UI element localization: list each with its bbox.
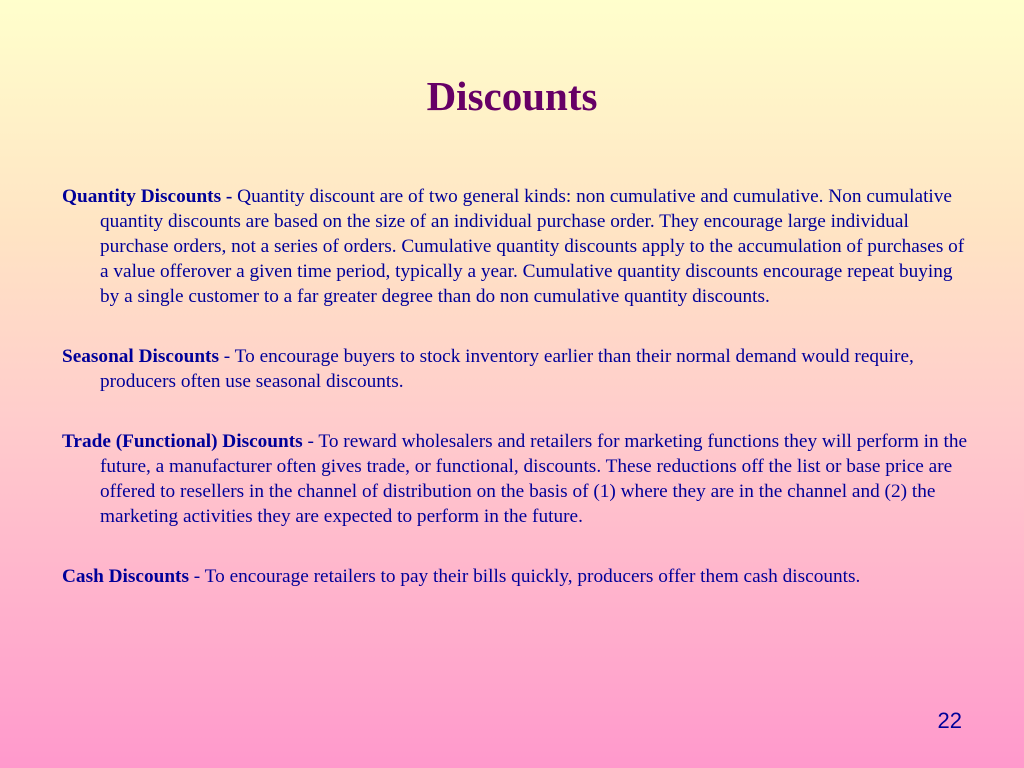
term-label: Seasonal Discounts: [62, 346, 219, 367]
paragraph-text: - To encourage buyers to stock inventory earlier than their normal demand would require, producers often use seasonal discounts.: [100, 346, 914, 392]
paragraph-text: Quantity discount are of two general kinds: non cumulative and cumulative. Non cumulative quantity discounts are based on the size of an individual purchase order. They encourage large individual purchase orders, not a series of orders. Cumulative quantity discounts apply to the accumulation of purchases of a value offerover a given time period, typically a year. Cumulative quantity discounts encourage repeat buying by a single customer to a far greater degree than do non cumulative quantity discounts.: [100, 186, 965, 307]
page-number: 22: [937, 708, 962, 733]
slide-title: Discounts: [426, 73, 598, 119]
term-label: Quantity Discounts -: [62, 186, 233, 207]
paragraph-quantity-discounts: [62, 184, 968, 309]
slide-content: [62, 184, 968, 589]
paragraph-seasonal-discounts: [62, 344, 968, 394]
paragraph-text: - To reward wholesalers and retailers for marketing functions they will perform in the future, a manufacturer often gives trade, or functional, discounts. These reductions off the list or base price are offered to resellers in the channel of distribution on the basis of (1) where they are in the channel and (2) the marketing activities they are expected to perform in the future.: [100, 431, 968, 527]
term-label: Trade (Functional) Discounts: [62, 431, 303, 452]
paragraph-text: - To encourage retailers to pay their bills quickly, producers offer them cash discounts.: [188, 566, 861, 587]
paragraph-cash-discounts: [62, 564, 968, 589]
paragraph-trade-discounts: [62, 429, 968, 529]
term-label: Cash Discounts: [62, 566, 189, 587]
